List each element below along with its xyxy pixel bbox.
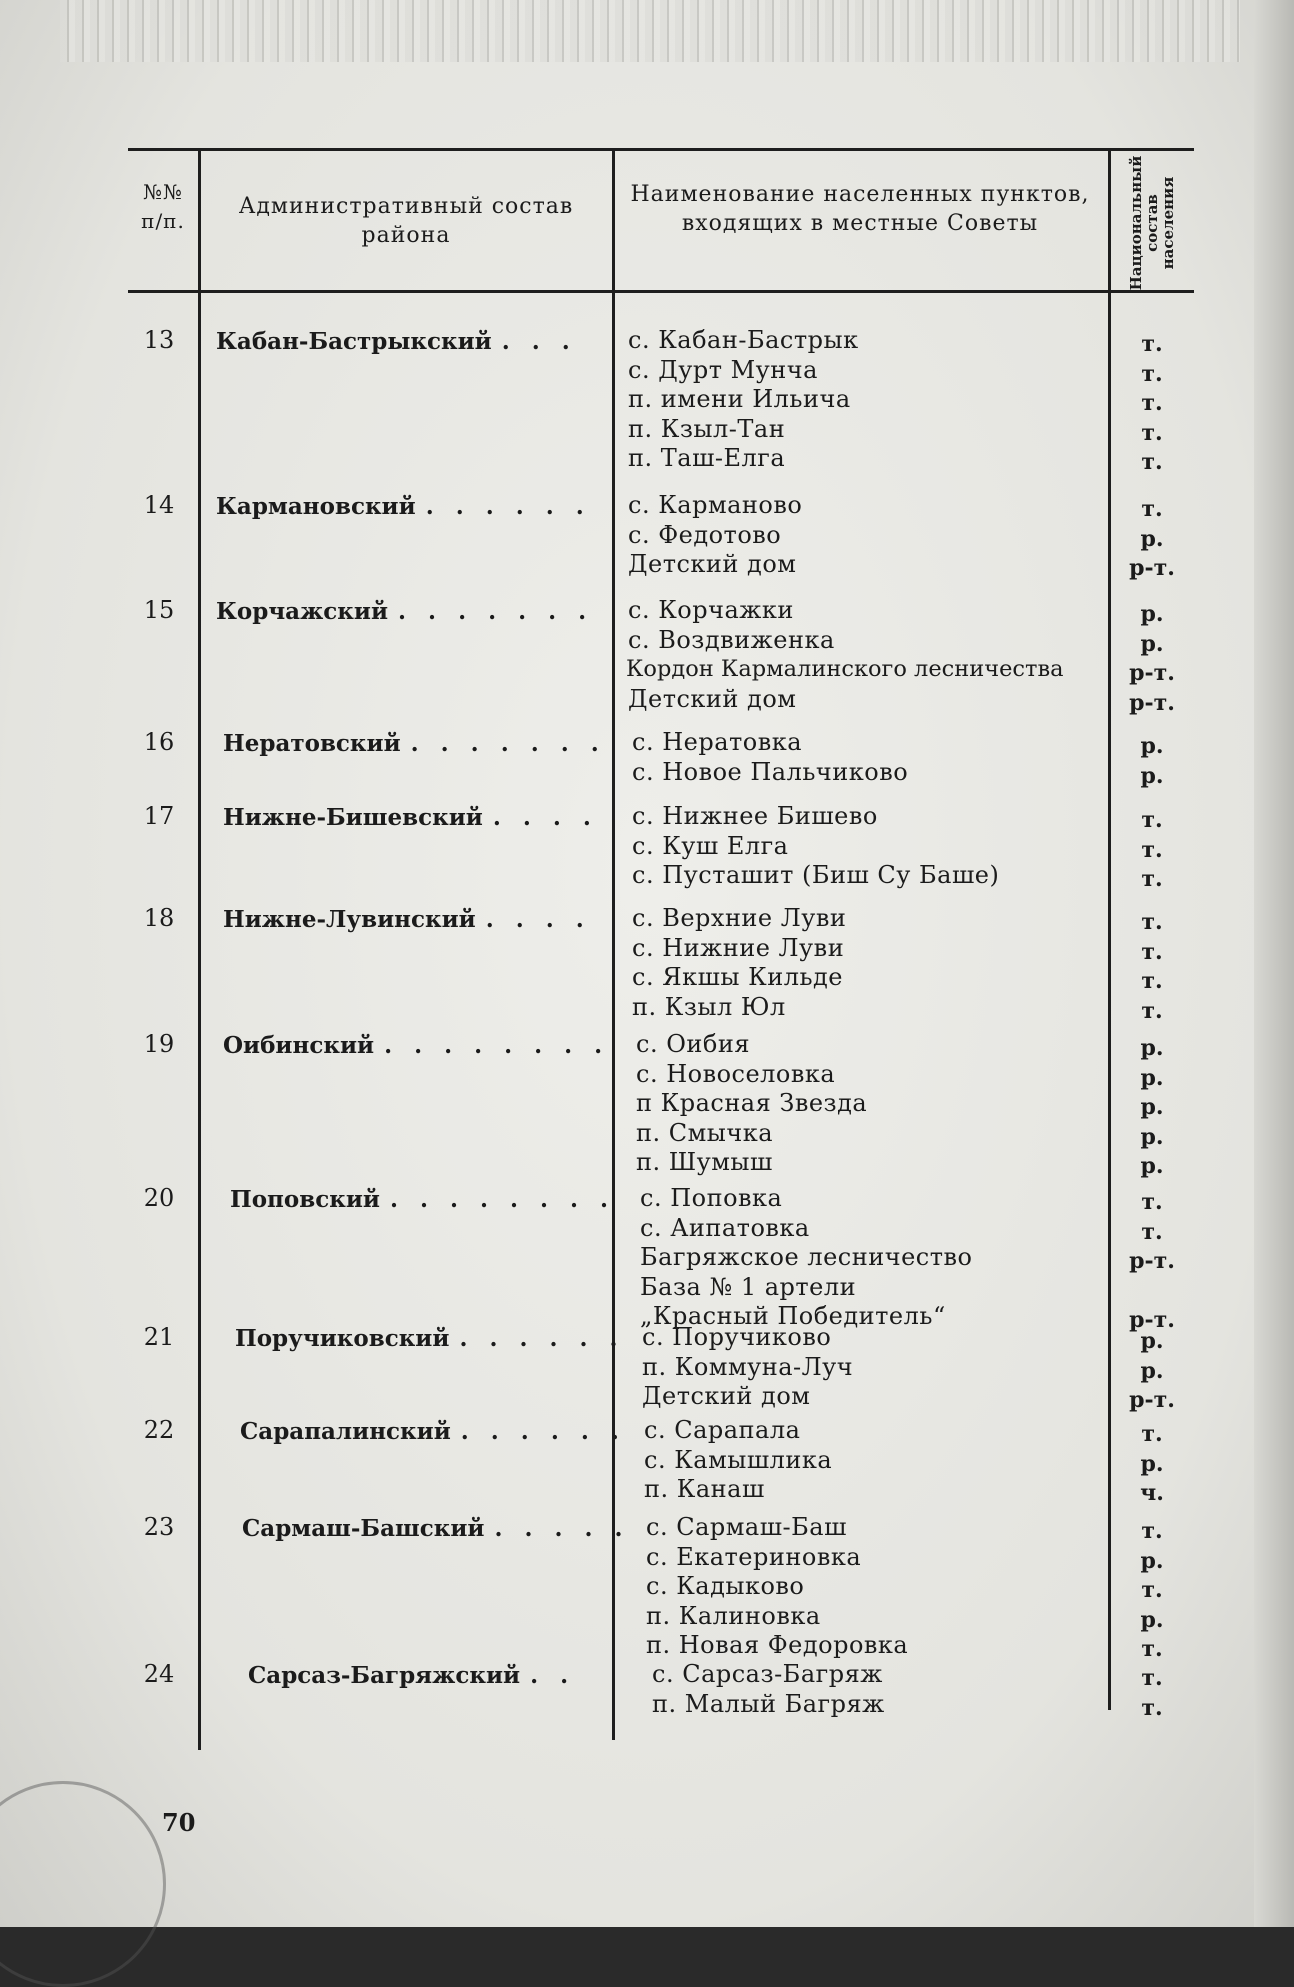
settlement-name: с. Карманово: [628, 491, 803, 519]
admin-district: [248, 1662, 575, 1689]
settlement-name: п. Новая Федоровка: [646, 1631, 909, 1659]
settlement-name: с. Дурт Мунча: [628, 355, 818, 384]
admin-district: [216, 328, 577, 355]
settlement-name: п. Кзыл Юл: [632, 992, 786, 1021]
national-composition: т.: [1141, 1518, 1163, 1544]
admin-district-name: Нижне-Лувинский: [223, 906, 476, 933]
header-settlements: Наименование населенных пунктов, входящих в местные Советы: [630, 182, 1090, 236]
row-number: 24: [143, 1660, 175, 1688]
national-composition: р.: [1140, 1328, 1164, 1354]
national-composition: р.: [1140, 525, 1164, 552]
leader-dots: . . . . . .: [425, 493, 591, 520]
national-composition: ч.: [1140, 1480, 1164, 1506]
national-composition: т.: [1141, 968, 1163, 994]
settlement-name: с. Сарсаз-Багряж: [652, 1660, 883, 1688]
national-composition: р-т.: [1129, 689, 1175, 716]
national-composition: т.: [1141, 1636, 1163, 1662]
admin-district-name: Нижне-Бишевский: [223, 804, 483, 831]
national-composition: т.: [1141, 1218, 1163, 1245]
settlement-name: с. Сарапала: [644, 1416, 801, 1444]
settlement-name: с. Нижнее Бишево: [632, 802, 878, 830]
leader-dots: . . . .: [492, 804, 598, 831]
national-composition: т.: [1141, 331, 1163, 357]
settlement-name: п. Малый Багряж: [652, 1689, 885, 1718]
admin-district-name: Кабан-Бастрыкский: [216, 328, 492, 355]
national-composition: т.: [1141, 1577, 1163, 1603]
settlement-name: с. Оибия: [636, 1030, 750, 1058]
row-number: 16: [143, 728, 175, 756]
admin-district-name: Сармаш-Башский: [242, 1515, 485, 1542]
row-number: 15: [143, 596, 175, 624]
settlement-name: Детский дом: [628, 684, 797, 713]
national-composition: р.: [1140, 1064, 1164, 1091]
admin-district-name: Кармановский: [216, 493, 416, 520]
national-composition: р-т.: [1129, 1248, 1175, 1274]
national-composition: т.: [1141, 1421, 1163, 1447]
national-composition: т.: [1141, 390, 1163, 416]
settlement-name: п. Шумыш: [636, 1148, 773, 1176]
leader-dots: . . . . . .: [460, 1418, 626, 1445]
national-composition: р.: [1140, 1123, 1164, 1150]
admin-district-name: Поповский: [230, 1186, 380, 1213]
settlement-name: „Красный Победитель“: [640, 1302, 946, 1330]
national-composition: т.: [1141, 1665, 1163, 1691]
national-composition: т.: [1141, 1189, 1163, 1215]
leader-dots: . . . . . . . .: [389, 1186, 616, 1213]
settlement-name: База № 1 артели: [640, 1272, 857, 1301]
admin-district: [223, 906, 591, 933]
settlement-name: с. Поручиково: [642, 1323, 832, 1351]
leader-dots: . .: [530, 1662, 576, 1689]
col-divider-2: [612, 150, 615, 1740]
national-composition: р-т.: [1129, 660, 1175, 686]
settlement-name: с. Федотово: [628, 520, 782, 549]
national-composition: р.: [1140, 762, 1164, 789]
settlement-name: п. Калиновка: [646, 1601, 821, 1630]
leader-dots: . . . . . .: [459, 1325, 625, 1352]
settlement-name: Багряжское лесничество: [640, 1243, 973, 1271]
national-composition: т.: [1141, 909, 1163, 935]
scan-top-edge: [60, 0, 1240, 62]
settlement-name: с. Аипатовка: [640, 1213, 810, 1242]
national-composition: т.: [1141, 1694, 1163, 1721]
admin-district-name: Сарапалинский: [240, 1418, 451, 1445]
header-num: №№ п/п.: [141, 180, 185, 233]
settlement-name: с. Сармаш-Баш: [646, 1513, 847, 1541]
settlement-name: с. Кабан-Бастрык: [628, 326, 859, 354]
scan-right-edge: [1254, 0, 1294, 1927]
col-divider-3: [1108, 150, 1111, 1710]
settlement-name: с. Екатериновка: [646, 1542, 862, 1571]
settlement-name: п Красная Звезда: [636, 1089, 868, 1117]
header-admin: Административный состав района: [238, 194, 574, 248]
national-composition: т.: [1141, 866, 1163, 892]
settlement-name: с. Нижние Луви: [632, 933, 845, 962]
national-composition: т.: [1141, 807, 1163, 833]
national-composition: т.: [1141, 449, 1163, 475]
national-composition: р.: [1140, 601, 1164, 627]
admin-district: [216, 493, 591, 520]
settlement-name: п. Канаш: [644, 1475, 765, 1503]
settlement-name: Детский дом: [642, 1382, 811, 1410]
national-composition: р.: [1140, 1153, 1164, 1179]
col-divider-1: [198, 150, 201, 1750]
admin-district-name: Поручиковский: [235, 1325, 450, 1352]
table-top-rule: [128, 148, 1194, 151]
national-composition: р.: [1140, 1547, 1164, 1574]
row-number: 21: [143, 1323, 175, 1351]
row-number: 18: [143, 904, 175, 932]
national-composition: р.: [1140, 1357, 1164, 1384]
national-composition: т.: [1141, 997, 1163, 1024]
row-number: 22: [143, 1416, 175, 1444]
national-composition: р.: [1140, 1606, 1164, 1633]
admin-district: [223, 804, 598, 831]
leader-dots: . . . . . . . .: [384, 1032, 610, 1059]
admin-district: [235, 1325, 625, 1352]
scan-corner-curl: [0, 1781, 166, 1987]
admin-district-name: Корчажский: [216, 598, 389, 625]
leader-dots: . . . .: [485, 906, 591, 933]
row-number: 14: [143, 491, 175, 519]
settlement-name: с. Куш Елга: [632, 831, 789, 860]
settlement-name: с. Верхние Луви: [632, 904, 847, 932]
row-number: 19: [143, 1030, 175, 1058]
settlement-name: с. Корчажки: [628, 596, 794, 624]
national-composition: р.: [1140, 1450, 1164, 1477]
settlement-name: п. Таш-Елга: [628, 444, 786, 472]
settlement-name: с. Якшы Кильде: [632, 963, 843, 991]
national-composition: т.: [1141, 938, 1163, 965]
leader-dots: . . .: [501, 328, 577, 355]
row-number: 13: [143, 326, 175, 354]
settlement-name: с. Кадыково: [646, 1572, 805, 1600]
leader-dots: . . . . .: [494, 1515, 630, 1542]
settlement-name: п. Смычка: [636, 1118, 774, 1147]
national-composition: т.: [1141, 836, 1163, 863]
admin-district: [223, 730, 606, 757]
admin-district-name: Оибинский: [223, 1032, 375, 1059]
leader-dots: . . . . . . .: [398, 598, 594, 625]
admin-district: [216, 598, 593, 625]
settlement-name: п. имени Ильича: [628, 385, 851, 413]
national-composition: т.: [1141, 360, 1163, 387]
admin-district: [230, 1186, 615, 1213]
settlement-name: с. Поповка: [640, 1184, 783, 1212]
national-composition: т.: [1141, 419, 1163, 446]
settlement-name: с. Пусташит (Биш Су Баше): [632, 861, 1000, 889]
row-number: 23: [143, 1513, 175, 1541]
settlement-name: п. Кзыл-Тан: [628, 414, 786, 443]
page-number: 70: [162, 1808, 196, 1837]
national-composition: р-т.: [1129, 1307, 1175, 1333]
settlement-name: с. Новоселовка: [636, 1059, 836, 1088]
settlement-name: с. Новое Пальчиково: [632, 757, 909, 786]
national-composition: р.: [1140, 630, 1164, 657]
national-composition: р-т.: [1129, 1387, 1175, 1413]
leader-dots: . . . . . . .: [410, 730, 606, 757]
admin-district-name: Нератовский: [223, 730, 401, 757]
admin-district-name: Сарсаз-Багряжский: [248, 1662, 521, 1689]
settlement-name: с. Воздвиженка: [628, 625, 835, 654]
national-composition: т.: [1141, 496, 1163, 522]
header-composition: Национальный состав населения: [1127, 155, 1177, 291]
national-composition: р.: [1140, 1035, 1164, 1061]
row-number: 17: [143, 802, 175, 830]
national-composition: р.: [1140, 733, 1164, 759]
settlement-name: Кордон Кармалинского лесничества: [626, 656, 1064, 682]
settlement-name: с. Камышлика: [644, 1445, 833, 1474]
admin-district: [240, 1418, 626, 1445]
row-number: 20: [143, 1184, 175, 1212]
national-composition: р.: [1140, 1094, 1164, 1120]
settlement-name: с. Нератовка: [632, 728, 803, 756]
header-bottom-rule: [128, 290, 1194, 293]
admin-district: [242, 1515, 630, 1542]
settlement-name: Детский дом: [628, 550, 797, 578]
settlement-name: п. Коммуна-Луч: [642, 1352, 854, 1381]
national-composition: р-т.: [1129, 555, 1175, 581]
admin-district: [223, 1032, 609, 1059]
